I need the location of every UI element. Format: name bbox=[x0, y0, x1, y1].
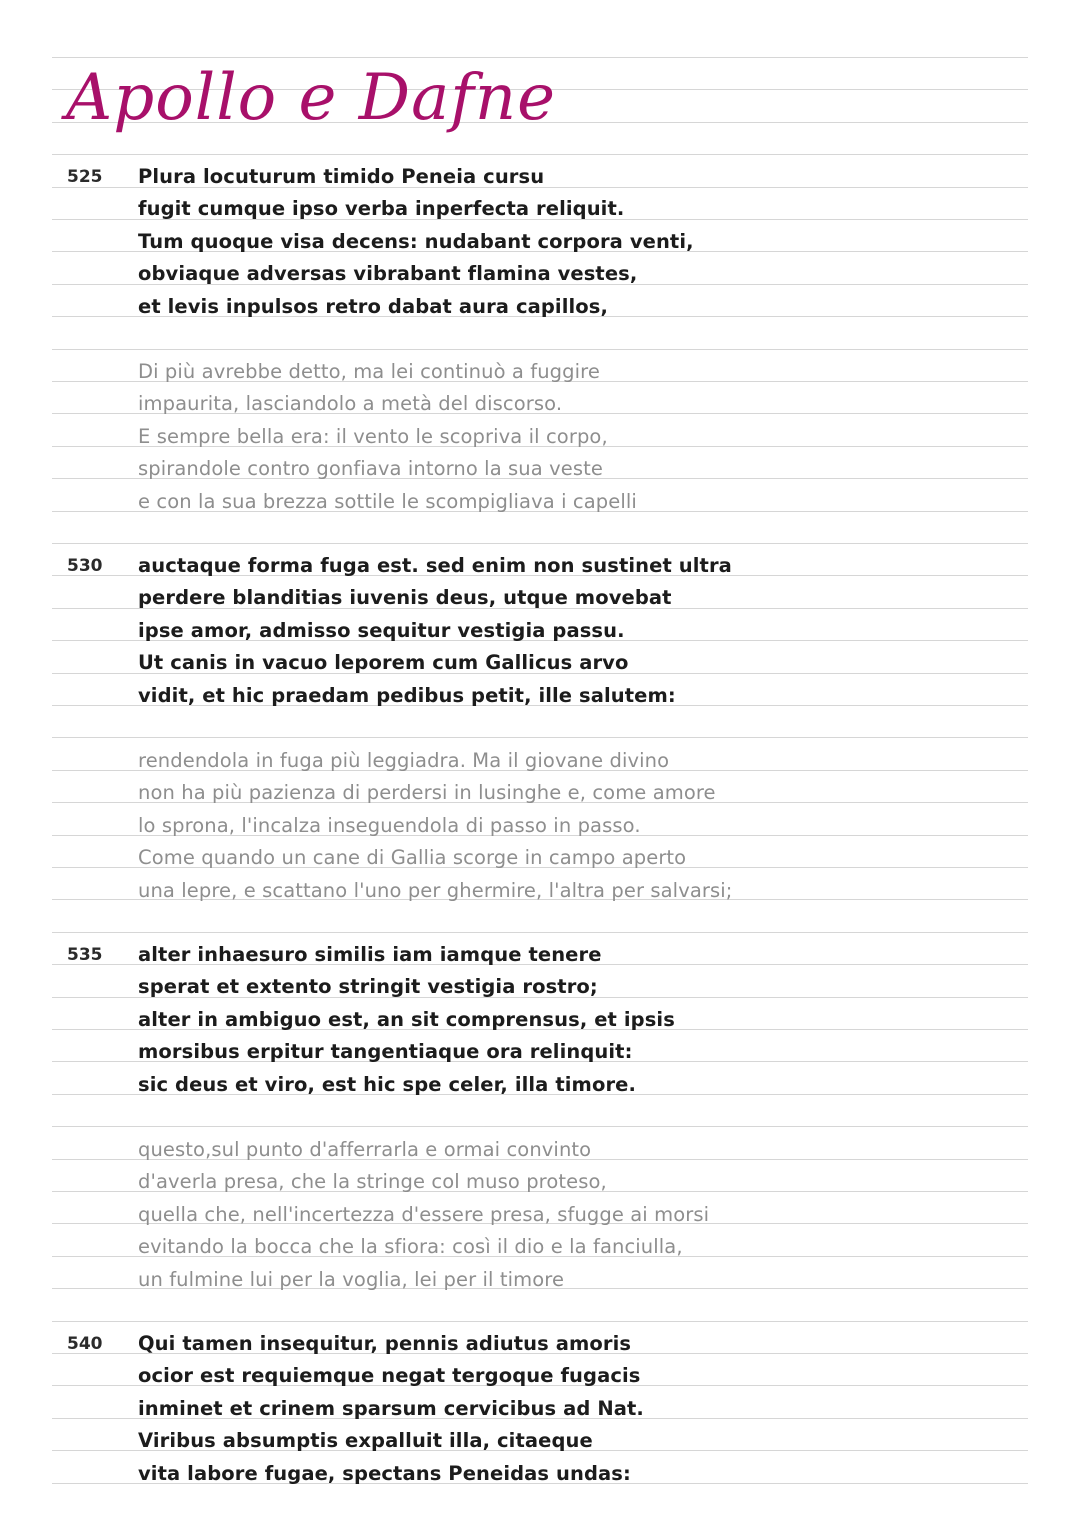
verse-line: vidit, et hic praedam pedibus petit, ille salutem: bbox=[138, 683, 676, 707]
page-title: Apollo e Dafne bbox=[66, 61, 556, 135]
ruled-line bbox=[52, 349, 1028, 350]
verse-line: sperat et extento stringit vestigia rostro; bbox=[138, 975, 598, 999]
verse-lines bbox=[138, 939, 675, 1101]
verse-line: non ha più pazienza di perdersi in lusinghe e, come amore bbox=[138, 781, 716, 805]
verse-line: evitando la bocca che la sfiora: così il dio e la fanciulla, bbox=[138, 1235, 683, 1259]
verse-line: vita labore fugae, spectans Peneidas undas: bbox=[138, 1461, 631, 1485]
verse-line: Tum quoque visa decens: nudabant corpora venti, bbox=[138, 229, 694, 253]
verse-number: 530 bbox=[67, 556, 103, 576]
verse-number: 540 bbox=[67, 1334, 103, 1354]
verse-line: auctaque forma fuga est. sed enim non sustinet ultra bbox=[138, 554, 732, 577]
verse-line: Ut canis in vacuo leporem cum Gallicus arvo bbox=[138, 651, 629, 675]
verse-number: 525 bbox=[67, 167, 103, 187]
verse-number: 535 bbox=[67, 945, 103, 965]
verse-line: fugit cumque ipso verba inperfecta reliquit. bbox=[138, 197, 625, 221]
verse-line: rendendola in fuga più leggiadra. Ma il giovane divino bbox=[138, 749, 670, 772]
verse-line: morsibus erpitur tangentiaque ora relinquit: bbox=[138, 1040, 633, 1064]
verse-line: ocior est requiemque negat tergoque fugacis bbox=[138, 1364, 641, 1388]
verse-lines bbox=[138, 550, 732, 712]
verse-line: perdere blanditias iuvenis deus, utque movebat bbox=[138, 586, 672, 610]
ruled-line bbox=[52, 1126, 1028, 1127]
verse-line: E sempre bella era: il vento le scopriva il corpo, bbox=[138, 424, 608, 448]
verse-line: una lepre, e scattano l'uno per ghermire, l'altra per salvarsi; bbox=[138, 878, 733, 902]
verse-line: alter in ambiguo est, an sit comprensus, et ipsis bbox=[138, 1007, 675, 1031]
ruled-line bbox=[52, 1321, 1028, 1322]
verse-lines bbox=[138, 745, 732, 907]
verse-line: impaurita, lasciandolo a metà del discorso. bbox=[138, 392, 563, 416]
ruled-line bbox=[52, 932, 1028, 933]
verse-line: Di più avrebbe detto, ma lei continuò a fuggire bbox=[138, 360, 600, 383]
verse-lines bbox=[138, 356, 637, 518]
verse-line: spirandole contro gonfiava intorno la sua veste bbox=[138, 457, 603, 481]
verse-line: Qui tamen insequitur, pennis adiutus amoris bbox=[138, 1332, 632, 1355]
verse-line: obviaque adversas vibrabant flamina vestes, bbox=[138, 262, 638, 286]
verse-lines bbox=[138, 1134, 709, 1296]
ruled-line bbox=[52, 543, 1028, 544]
verse-line: Plura locuturum timido Peneia cursu bbox=[138, 165, 545, 188]
verse-line: Viribus absumptis expalluit illa, citaeque bbox=[138, 1429, 593, 1453]
verse-line: sic deus et viro, est hic spe celer, illa timore. bbox=[138, 1072, 636, 1096]
verse-lines bbox=[138, 1328, 644, 1490]
verse-lines bbox=[138, 161, 694, 323]
verse-line: ipse amor, admisso sequitur vestigia passu. bbox=[138, 618, 625, 642]
verse-line: quella che, nell'incertezza d'essere presa, sfugge ai morsi bbox=[138, 1202, 710, 1226]
verse-line: Come quando un cane di Gallia scorge in campo aperto bbox=[138, 846, 687, 870]
verse-line: inminet et crinem sparsum cervicibus ad Nat. bbox=[138, 1396, 644, 1420]
verse-line: lo sprona, l'incalza inseguendola di passo in passo. bbox=[138, 813, 641, 837]
ruled-line bbox=[52, 154, 1028, 155]
verse-line: questo,sul punto d'afferrarla e ormai convinto bbox=[138, 1138, 592, 1161]
verse-line: et levis inpulsos retro dabat aura capillos, bbox=[138, 294, 608, 318]
verse-line: d'averla presa, che la stringe col muso proteso, bbox=[138, 1170, 607, 1194]
ruled-line bbox=[52, 737, 1028, 738]
verse-line: e con la sua brezza sottile le scompigliava i capelli bbox=[138, 489, 637, 513]
verse-line: un fulmine lui per la voglia, lei per il timore bbox=[138, 1267, 565, 1291]
verse-line: alter inhaesuro similis iam iamque tenere bbox=[138, 943, 602, 966]
